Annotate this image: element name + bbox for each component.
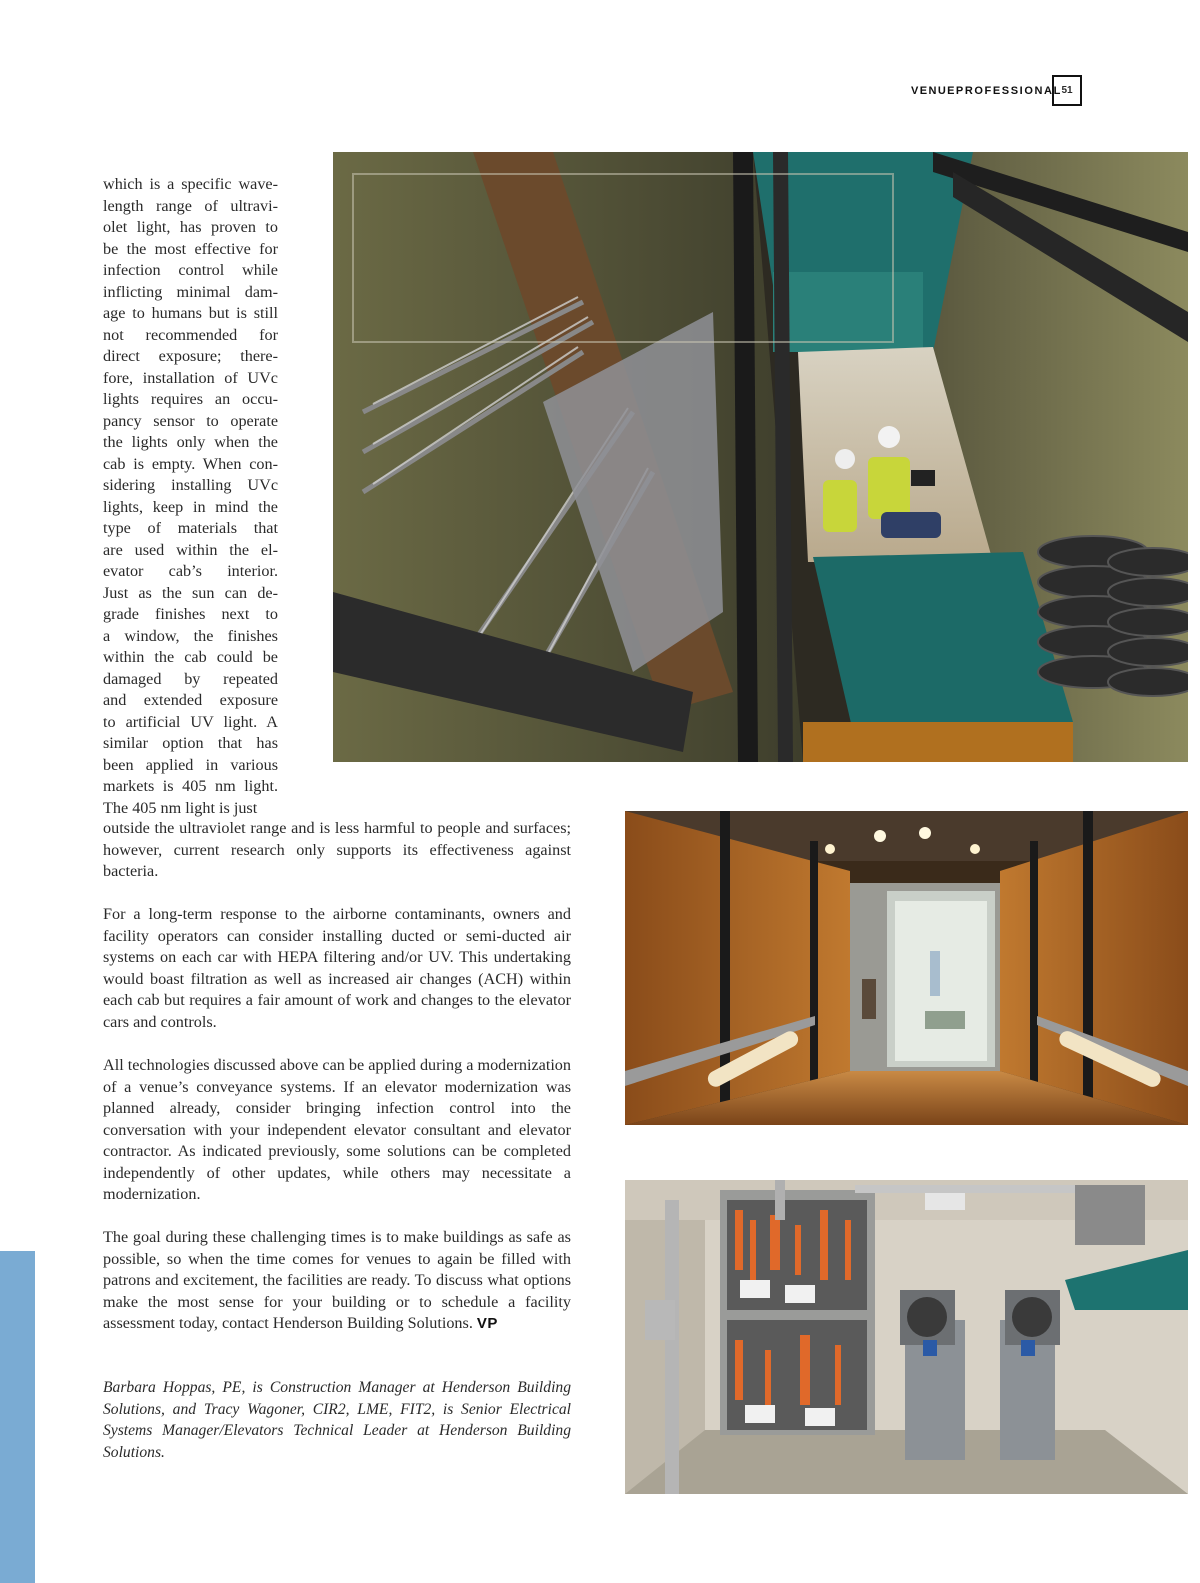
- magazine-brand: [911, 85, 1062, 97]
- narrow-column-line: Just as the sun can de-: [103, 583, 278, 602]
- narrow-column-line: evator cab’s interior.: [103, 562, 278, 580]
- narrow-column-line: which is a specific wave-: [103, 175, 278, 193]
- narrow-column-line: be the most effective for: [103, 239, 278, 258]
- narrow-column-line: cab is empty. When con-: [103, 454, 278, 473]
- narrow-column-line: inflicting minimal dam-: [103, 282, 278, 301]
- machine-room-photo: [625, 1180, 1188, 1494]
- narrow-column-line: and extended exposure: [103, 691, 278, 709]
- narrow-column-line: type of materials that: [103, 519, 278, 537]
- narrow-column-line: length range of ultravi-: [103, 196, 278, 215]
- elevator-cab-photo: [625, 811, 1188, 1125]
- narrow-column-line: are used within the el-: [103, 540, 278, 559]
- narrow-column-line: lights, keep in mind the: [103, 497, 278, 516]
- article-paragraph-3: All technologies discussed above can be applied during a modernization of a venue’s conveyance systems. If an elevator modernization was planned already, consider bringing infection control into the conversation with your independent elevator consultant and elevator contractor. As indicated previously, some solutions can be completed independently of other updates, while others may necessitate a modernization.: [103, 1056, 571, 1203]
- narrow-column-line: age to humans but is still: [103, 304, 278, 322]
- article-paragraph-2: For a long-term response to the airborne contaminants, owners and facility operators can consider installing ducted or semi-ducted air systems on each car with HEPA filtering and/or UV. This undertaking would boast filtration as well as increased air changes (ACH) within each cab but requires a fair amount of work and changes to the elevator cars and controls.: [103, 905, 571, 1031]
- narrow-column-line: within the cab could be: [103, 648, 278, 666]
- narrow-column-line: sidering installing UVc: [103, 476, 278, 494]
- article-paragraph-1-continued: outside the ultraviolet range and is less harmful to people and surfaces; however, current research only supports its effectiveness against bacteria.: [103, 819, 571, 880]
- page-number: 51: [1052, 75, 1082, 106]
- narrow-column-line: infection control while: [103, 261, 278, 279]
- narrow-column-line: the lights only when the: [103, 433, 278, 451]
- side-color-tab: [0, 1251, 35, 1583]
- narrow-column-line: similar option that has: [103, 734, 278, 752]
- brand-bold: VENUE: [911, 85, 956, 97]
- narrow-column-line: fore, installation of UVc: [103, 368, 278, 387]
- author-bio: Barbara Hoppas, PE, is Construction Manager at Henderson Building Solutions, and Tracy Wagoner, CIR2, LME, FIT2, is Senior Electrical Systems Manager/Elevators Technical Leader at Henderson Building Solutions.: [103, 1379, 571, 1461]
- narrow-column-line: a window, the finishes: [103, 626, 278, 645]
- brand-light: PROFESSIONAL: [955, 85, 1062, 97]
- paragraph-4-text: The goal during these challenging times is to make buildings as safe as possible, so when the time comes for venues to again be filled with patrons and excitement, the facilities are ready. To discuss what options make the most sense for your building or to schedule a facility assessment today, contact Henderson Building Solutions.: [103, 1228, 571, 1332]
- narrow-column-line: damaged by repeated: [103, 669, 278, 688]
- narrow-column-line: markets is 405 nm light.: [103, 777, 278, 795]
- narrow-column-line: not recommended for: [103, 325, 278, 344]
- narrow-column-line: The 405 nm light is just: [103, 798, 258, 817]
- article-narrow-column: [103, 174, 278, 819]
- narrow-column-line: to artificial UV light. A: [103, 712, 278, 731]
- end-mark: VP: [476, 1315, 498, 1332]
- elevator-shaft-photo: [333, 152, 1188, 762]
- narrow-column-line: been applied in various: [103, 755, 278, 774]
- narrow-column-line: direct exposure; there-: [103, 347, 278, 365]
- narrow-column-line: olet light, has proven to: [103, 218, 278, 236]
- narrow-column-line: lights requires an occu-: [103, 390, 278, 408]
- narrow-column-line: pancy sensor to operate: [103, 411, 278, 430]
- article-paragraph-4: [103, 1227, 571, 1335]
- narrow-column-line: grade finishes next to: [103, 605, 278, 623]
